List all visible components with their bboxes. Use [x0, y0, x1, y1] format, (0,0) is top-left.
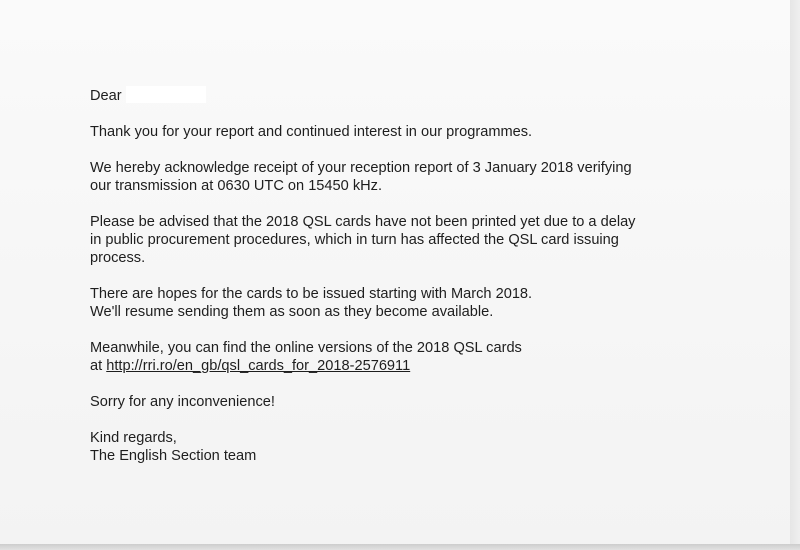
paragraph-thanks [90, 123, 710, 141]
online-line-1: Meanwhile, you can find the online versions of the 2018 QSL cards [90, 340, 522, 356]
redacted-name [126, 86, 206, 103]
paragraph-online [90, 339, 710, 375]
paragraph-acknowledge [90, 159, 710, 195]
hopes-line-2: We'll resume sending them as soon as they become available. [90, 304, 494, 320]
salutation [90, 86, 710, 105]
hopes-line-1: There are hopes for the cards to be issued starting with March 2018. [90, 286, 533, 302]
salutation-text: Dear [90, 88, 122, 104]
sorry-line: Sorry for any inconvenience! [90, 394, 275, 410]
online-line-2 [90, 357, 710, 375]
advised-line-2: in public procurement procedures, which in turn has affected the QSL card issuing [90, 232, 619, 248]
thanks-line: Thank you for your report and continued interest in our programmes. [90, 124, 533, 140]
salutation-line [90, 86, 710, 105]
advised-line-3: process. [90, 250, 146, 266]
acknowledge-line-1: We hereby acknowledge receipt of your reception report of 3 January 2018 verifying [90, 160, 632, 176]
advised-line-1: Please be advised that the 2018 QSL cards have not been printed yet due to a delay [90, 214, 636, 230]
signature: The English Section team [90, 448, 257, 464]
paragraph-sorry [90, 393, 710, 411]
sign-off [90, 429, 710, 465]
paragraph-hopes [90, 285, 710, 321]
paper-edge-bottom [0, 544, 800, 550]
paragraph-advised [90, 213, 710, 267]
acknowledge-line-2: our transmission at 0630 UTC on 15450 kHz. [90, 178, 383, 194]
paper-edge-right [790, 0, 800, 550]
qsl-cards-link[interactable]: http://rri.ro/en_gb/qsl_cards_for_2018-2576911 [106, 358, 411, 374]
closing: Kind regards, [90, 430, 177, 446]
online-prefix: at [90, 358, 103, 374]
letter-body [90, 86, 710, 465]
